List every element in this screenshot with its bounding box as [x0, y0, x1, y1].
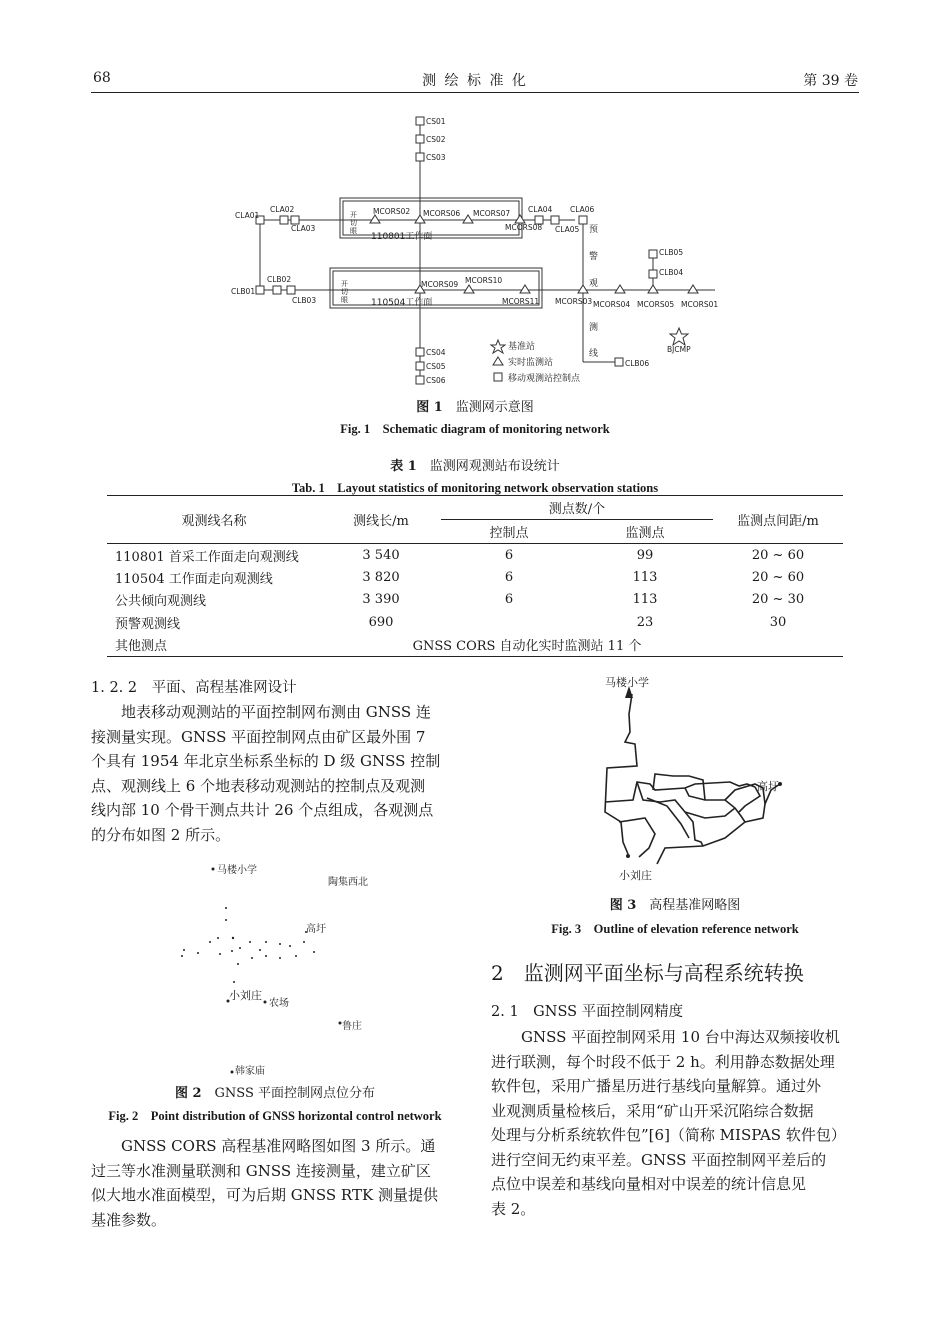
fig1-caption-en — [250, 419, 700, 437]
fig1-label-mcors04: MCORS04 — [593, 300, 631, 309]
volume-label: 第 39 卷 — [803, 73, 858, 89]
table1-caption-cn — [275, 455, 675, 474]
table1-header-length: 测线长/m — [321, 496, 441, 544]
fig1-label-clb05: CLB05 — [659, 248, 684, 257]
legend-square-icon — [494, 373, 502, 381]
fig3-caption-text-en: Outline of elevation reference network — [593, 922, 799, 936]
table1-cell-spacing: 20 ~ 30 — [751, 592, 805, 608]
table1-cell-monitor: 23 — [636, 614, 654, 630]
table1-cell-spacing: 20 ~ 60 — [751, 547, 805, 563]
text-line: 点、观测线上 6 个地表移动观测站的控制点及观测 — [91, 776, 426, 795]
fig1-label-mcors01: MCORS01 — [681, 300, 719, 309]
fig1-label-cs02: CS02 — [426, 135, 446, 144]
section-2-1-heading: 2. 1 GNSS 平面控制网精度 — [491, 1004, 684, 1020]
text-line: 点位中误差和基线向量相对中误差的统计信息见 — [491, 1175, 807, 1193]
table1-cell-length: 3 390 — [362, 592, 400, 608]
fig1-label-mcors09: MCORS09 — [421, 280, 459, 289]
fig1-label-cs03: CS03 — [426, 153, 446, 162]
text-line: 过三等水准测量联测和 GNSS 连接测量，建立矿区 — [91, 1161, 431, 1180]
table1-cell-note: GNSS CORS 自动化实时监测站 11 个 — [321, 634, 843, 657]
section-1-2-2-paragraph — [91, 700, 459, 847]
fig1-warning-char-5: 线 — [589, 349, 599, 359]
table1-caption-en — [175, 478, 775, 496]
fig1-legend-control: 移动观测站控制点 — [508, 374, 581, 384]
journal-title: 测 绘 标 准 化 — [422, 73, 528, 89]
section-1-2-2-paragraph-2 — [91, 1134, 459, 1232]
table1-cell-control — [441, 611, 577, 634]
fig2-place-malou: 马楼小学 — [217, 865, 257, 876]
table1-caption-label-cn: 表 1 — [390, 459, 417, 474]
table1-cell-monitor: 113 — [632, 569, 658, 585]
section-2-1-paragraph — [491, 1025, 859, 1221]
fig1-caption-text-cn: 监测网示意图 — [455, 400, 534, 415]
text-line: 地表移动观测站的平面控制网布测由 GNSS 连 — [121, 703, 431, 721]
fig1-label-clb02: CLB02 — [267, 275, 292, 284]
fig1-label-cla04: CLA04 — [528, 205, 553, 214]
fig1-caption-label-en: Fig. 1 — [340, 422, 371, 436]
table-row — [107, 544, 843, 567]
fig1-legend-base: 基准站 — [508, 342, 536, 352]
table1-header-control: 控制点 — [441, 520, 577, 544]
fig1-label-mcors08: MCORS08 — [505, 223, 543, 232]
fig1-face-label-a: 110801工作面 — [371, 232, 433, 242]
fig1-cut-label-b: 开切眼 — [341, 280, 348, 304]
fig3-caption-cn — [520, 894, 830, 913]
table1-cell-spacing: 20 ~ 60 — [751, 569, 805, 585]
table1-cell-length: 3 540 — [362, 547, 400, 563]
table1-cell-length: 3 820 — [362, 569, 400, 585]
fig3-place-xiaoliuzhuang: 小刘庄 — [619, 869, 652, 882]
table1-cell-name: 预警观测线 — [115, 616, 181, 632]
fig3-caption-label-en: Fig. 3 — [551, 922, 582, 936]
fig1-label-clb04: CLB04 — [659, 268, 684, 277]
base-station-star-icon — [670, 328, 688, 345]
fig1-label-cla06: CLA06 — [570, 205, 595, 214]
text-line: 个具有 1954 年北京坐标系坐标的 D 级 GNSS 控制 — [91, 752, 441, 770]
text-line: GNSS 平面控制网采用 10 台中海达双频接收机 — [521, 1028, 840, 1046]
table1-caption-text-cn: 监测网观测站布设统计 — [429, 459, 560, 474]
fig2-caption-label-cn: 图 2 — [174, 1086, 202, 1101]
figure-3-elevation-network — [585, 672, 815, 890]
table1-cell-control: 6 — [504, 592, 514, 608]
figure-1-network-diagram — [225, 112, 735, 392]
table1-cell-name: 其他测点 — [107, 634, 321, 657]
table-row — [107, 566, 843, 589]
fig1-label-mcors02: MCORS02 — [373, 207, 411, 216]
fig1-label-cs01: CS01 — [426, 117, 446, 126]
fig1-label-mcors07: MCORS07 — [473, 209, 511, 218]
fig1-label-cla01: CLA01 — [235, 211, 260, 220]
fig1-label-cla03: CLA03 — [291, 224, 316, 233]
fig3-place-gaowei: 高圩 — [757, 780, 779, 793]
figure-2-point-distribution — [170, 858, 390, 1080]
table-row — [107, 634, 843, 657]
fig2-caption-text-cn: GNSS 平面控制网点位分布 — [214, 1086, 376, 1101]
fig1-label-clb06: CLB06 — [625, 359, 650, 368]
text-line: 似大地水准面模型，可为后期 GNSS RTK 测量提供 — [91, 1186, 438, 1204]
table1-header-count: 测点数/个 — [441, 496, 713, 520]
table-row — [107, 589, 843, 612]
fig1-warning-char-2: 警 — [589, 252, 599, 262]
text-line: 软件包，采用广播星历进行基线向量解算。通过外 — [491, 1077, 822, 1095]
fig1-warning-char-1: 预 — [589, 225, 599, 235]
fig2-caption-cn — [100, 1082, 450, 1101]
fig1-label-clb01: CLB01 — [231, 287, 256, 296]
fig1-label-mcors06: MCORS06 — [423, 209, 461, 218]
fig2-caption-label-en: Fig. 2 — [108, 1109, 139, 1123]
fig1-label-bjcmp: BJCMP — [667, 345, 691, 354]
fig1-label-cla02: CLA02 — [270, 205, 295, 214]
fig2-place-nongchang: 农场 — [269, 998, 289, 1009]
table1-caption-text-en: Layout statistics of monitoring network observation stations — [337, 481, 659, 495]
fig3-caption-en — [500, 919, 850, 937]
legend-triangle-icon — [493, 357, 503, 365]
fig1-label-mcors11: MCORS11 — [502, 297, 540, 306]
text-line: GNSS CORS 高程基准网略图如图 3 所示。通 — [121, 1137, 436, 1155]
table-row — [107, 611, 843, 634]
fig1-label-cs04: CS04 — [426, 348, 446, 357]
table1-cell-name: 110801 首采工作面走向观测线 — [115, 549, 299, 565]
fig1-label-mcors03: MCORS03 — [555, 297, 593, 306]
table1-cell-monitor: 99 — [636, 547, 654, 563]
fig1-label-cs06: CS06 — [426, 376, 446, 385]
table1-cell-monitor: 113 — [632, 592, 658, 608]
text-line: 进行联测，每个时段不低于 2 h。利用静态数据处理 — [491, 1052, 835, 1071]
fig1-cut-label-a: 开切眼 — [350, 211, 357, 235]
fig1-label-cla05: CLA05 — [555, 225, 580, 234]
fig1-label-mcors10: MCORS10 — [465, 276, 503, 285]
fig1-caption-text-en: Schematic diagram of monitoring network — [382, 422, 610, 436]
fig3-caption-text-cn: 高程基准网略图 — [649, 898, 741, 913]
text-line: 接测量实现。GNSS 平面控制网点由矿区最外围 7 — [91, 727, 426, 746]
table1-header-spacing: 监测点间距/m — [713, 496, 843, 544]
fig2-caption-text-en: Point distribution of GNSS horizontal control network — [150, 1109, 442, 1123]
header-rule — [91, 92, 859, 93]
fig1-label-cs05: CS05 — [426, 362, 446, 371]
table1-header-monitor: 监测点 — [577, 520, 713, 544]
text-line: 的分布如图 2 所示。 — [91, 825, 231, 844]
page-number: 68 — [93, 70, 111, 86]
fig2-place-gaowei: 高圩 — [306, 924, 326, 935]
fig3-place-malou: 马楼小学 — [605, 676, 649, 689]
fig2-place-hanjiamiao: 韩家庙 — [235, 1066, 265, 1077]
table1-header-name: 观测线名称 — [107, 496, 321, 544]
fig1-caption-label-cn: 图 1 — [416, 400, 443, 415]
fig2-place-xiaoliuzhuang: 小刘庄 — [229, 989, 262, 1002]
text-line: 基准参数。 — [91, 1210, 167, 1229]
table1-cell-name: 110504 工作面走向观测线 — [115, 571, 273, 587]
table1-cell-name: 公共倾向观测线 — [115, 594, 207, 610]
fig1-caption-cn — [300, 396, 650, 415]
fig1-face-label-b: 110504工作面 — [371, 298, 433, 308]
fig1-warning-char-3: 观 — [589, 279, 599, 289]
text-line: 进行空间无约束平差。GNSS 平面控制网平差后的 — [491, 1150, 827, 1169]
section-1-2-2-heading: 1. 2. 2 平面、高程基准网设计 — [91, 680, 297, 696]
text-line: 线内部 10 个骨干测点共计 26 个点组成，各观测点 — [91, 801, 434, 819]
section-2-heading: 2 监测网平面坐标与高程系统转换 — [491, 961, 804, 985]
text-line: 表 2。 — [491, 1199, 536, 1218]
table1-cell-length: 690 — [368, 614, 394, 630]
fig1-label-clb03: CLB03 — [292, 296, 317, 305]
table1-caption-label-en: Tab. 1 — [291, 481, 325, 495]
table1 — [107, 495, 843, 657]
text-line: 业观测质量检核后，采用“矿山开采沉陷综合数据 — [491, 1101, 814, 1120]
fig1-legend-realtime: 实时监测站 — [508, 358, 554, 368]
text-line: 处理与分析系统软件包”[6]（简称 MISPAS 软件包） — [491, 1126, 846, 1144]
fig1-label-mcors05: MCORS05 — [637, 300, 675, 309]
table1-cell-control: 6 — [504, 569, 514, 585]
fig2-place-luzhuang: 鲁庄 — [342, 1021, 362, 1032]
fig2-caption-en — [80, 1106, 470, 1124]
fig2-place-taoji: 陶集西北 — [328, 877, 368, 888]
table1-cell-control: 6 — [504, 547, 514, 563]
legend-star-icon — [491, 340, 505, 353]
table1-cell-spacing: 30 — [769, 614, 787, 630]
fig1-warning-char-4: 测 — [589, 323, 599, 333]
fig3-caption-label-cn: 图 3 — [609, 898, 637, 913]
